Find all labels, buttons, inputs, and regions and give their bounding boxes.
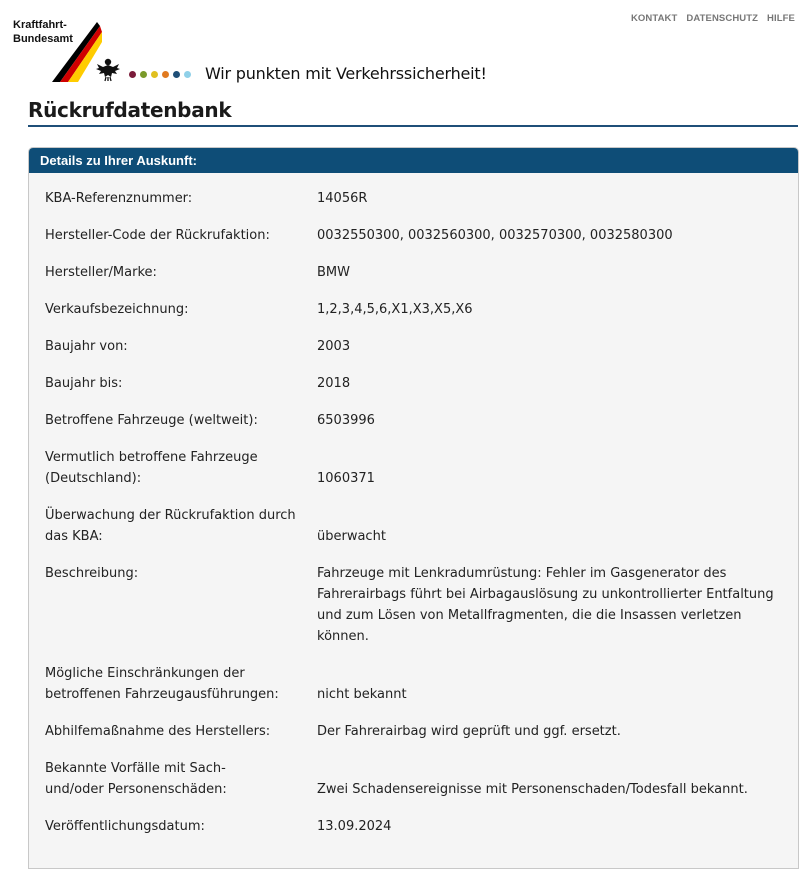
- detail-label: Hersteller-Code der Rückrufaktion:: [45, 228, 270, 243]
- detail-label: Verkaufsbezeichnung:: [45, 302, 189, 317]
- color-dots: [129, 71, 191, 78]
- slogan: Wir punkten mit Verkehrssicherheit!: [205, 64, 487, 83]
- detail-label: Veröffentlichungsdatum:: [45, 819, 205, 834]
- detail-label: Beschreibung:: [45, 566, 139, 581]
- detail-value: 6503996: [317, 413, 375, 428]
- detail-label: Hersteller/Marke:: [45, 265, 157, 280]
- detail-value: überwacht: [317, 529, 386, 544]
- dot-1: [129, 71, 136, 78]
- detail-label: Betroffene Fahrzeuge (weltweit):: [45, 413, 258, 428]
- org-name-line2: Bundesamt: [13, 33, 73, 45]
- panel-title: Details zu Ihrer Auskunft:: [29, 148, 798, 173]
- nav-hilfe-link[interactable]: HILFE: [767, 13, 795, 24]
- eagle-icon: [94, 56, 122, 82]
- detail-value: nicht bekannt: [317, 687, 407, 702]
- dot-6: [184, 71, 191, 78]
- title-divider: [28, 125, 798, 127]
- detail-label: Vermutlich betroffene Fahrzeuge (Deutschland):: [45, 450, 258, 486]
- org-name-line1: Kraftfahrt-: [13, 19, 67, 31]
- detail-value: Fahrzeuge mit Lenkradumrüstung: Fehler im Gasgenerator des Fahrerairbags führt bei Airbagauslösung zu unkontrollierter Entfaltung und zum Lösen von Metallfragmenten, die die Insassen verletzen können.: [317, 566, 774, 644]
- detail-label: Mögliche Einschränkungen der betroffenen Fahrzeugausführungen:: [45, 666, 279, 702]
- dot-3: [151, 71, 158, 78]
- detail-label: Baujahr von:: [45, 339, 128, 354]
- detail-label: Bekannte Vorfälle mit Sach- und/oder Personenschäden:: [45, 761, 227, 797]
- nav-datenschutz-link[interactable]: DATENSCHUTZ: [686, 13, 759, 24]
- detail-value: 2003: [317, 339, 351, 354]
- detail-value: BMW: [317, 265, 350, 280]
- dot-4: [162, 71, 169, 78]
- page-title: Rückrufdatenbank: [28, 98, 232, 122]
- detail-value: Der Fahrerairbag wird geprüft und ggf. ersetzt.: [317, 724, 621, 739]
- detail-label: Baujahr bis:: [45, 376, 123, 391]
- top-nav: [631, 13, 795, 24]
- detail-value: 1,2,3,4,5,6,X1,X3,X5,X6: [317, 302, 473, 317]
- detail-label: KBA-Referenznummer:: [45, 191, 193, 206]
- dot-2: [140, 71, 147, 78]
- detail-value: 1060371: [317, 471, 375, 486]
- detail-value: Zwei Schadensereignisse mit Personenschaden/Todesfall bekannt.: [317, 782, 748, 797]
- detail-label: Überwachung der Rückrufaktion durch das KBA:: [45, 508, 296, 544]
- detail-value: 2018: [317, 376, 351, 391]
- detail-value: 13.09.2024: [317, 819, 392, 834]
- detail-value: 14056R: [317, 191, 368, 206]
- nav-kontakt-link[interactable]: KONTAKT: [630, 13, 678, 24]
- dot-5: [173, 71, 180, 78]
- detail-label: Abhilfemaßnahme des Herstellers:: [45, 724, 271, 739]
- details-panel: [28, 147, 799, 869]
- detail-value: 0032550300, 0032560300, 0032570300, 0032580300: [317, 228, 673, 243]
